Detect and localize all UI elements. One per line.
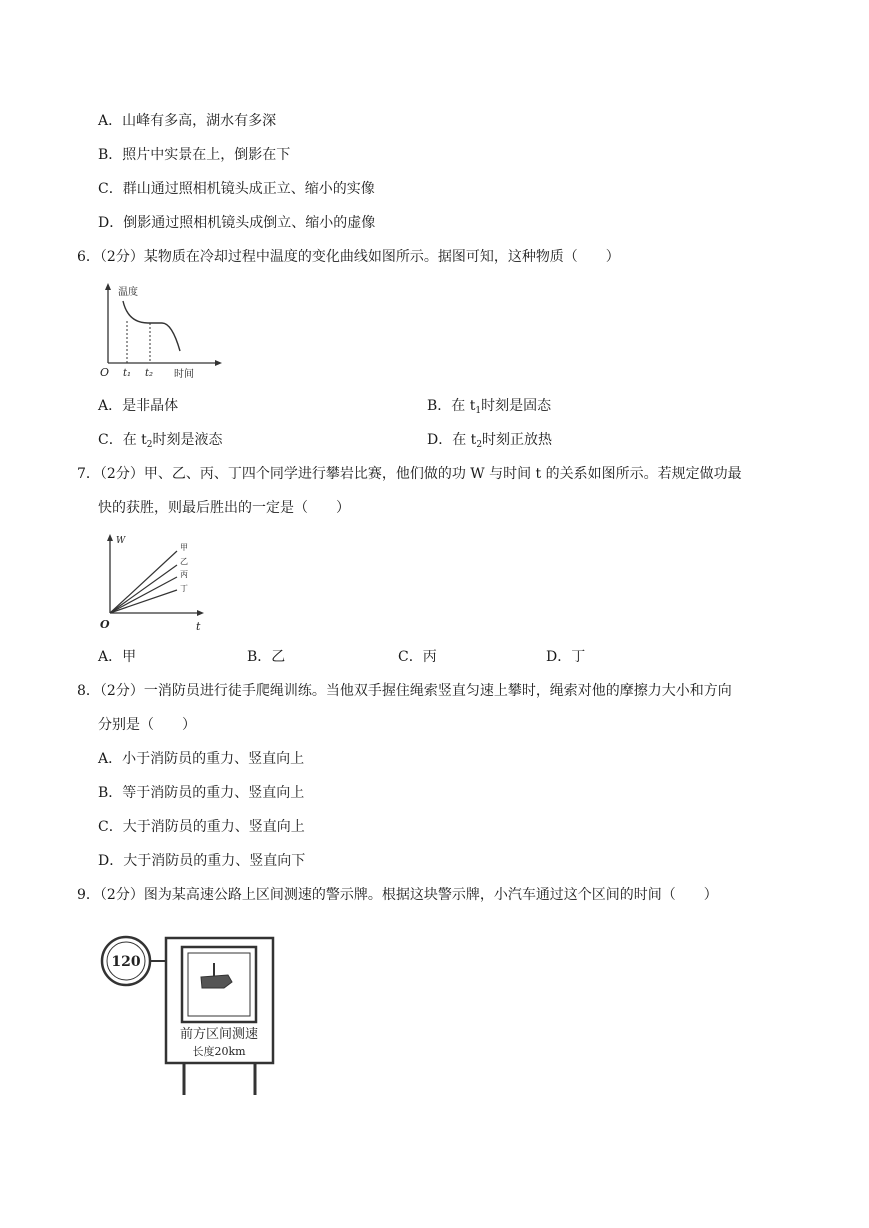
- q8-option-d: D．大于消防员的重力、竖直向下: [98, 853, 306, 869]
- q5-option-d: D．倒影通过照相机镜头成倒立、缩小的虚像: [98, 215, 376, 231]
- q8-option-a: A．小于消防员的重力、竖直向上: [98, 751, 305, 767]
- q6-option-c: C．在 $t_2$时刻是液态: [98, 432, 223, 450]
- q7-option-a: A．甲: [98, 649, 137, 665]
- q6-t1-label: t₁: [123, 368, 132, 379]
- q7-line-yi: [110, 565, 177, 613]
- q7-label-bing: 丙: [180, 570, 188, 579]
- q8-stem-line1: 8．（2分）一消防员进行徒手爬绳训练。当他双手握住绳索竖直匀速上攀时，绳索对他的摩擦力大小和方向: [77, 683, 732, 699]
- q7-origin: O: [100, 618, 110, 631]
- q6-option-d: D．在 $t_2$时刻正放热: [427, 432, 553, 450]
- q7-x-label: t: [196, 620, 201, 633]
- q7-label-yi: 乙: [180, 557, 188, 566]
- q9-warning-sign: [98, 935, 283, 1095]
- q7-option-c: C．丙: [398, 649, 437, 665]
- q7-stem-line2: 快的获胜，则最后胜出的一定是（ ）: [98, 500, 350, 516]
- q8-stem-line2: 分别是（ ）: [98, 717, 196, 733]
- q7-y-label: W: [116, 536, 126, 546]
- q6-option-b: B．在 $t_1$时刻是固态: [427, 398, 552, 416]
- q9-stem: 9．（2分）图为某高速公路上区间测速的警示牌。根据这块警示牌，小汽车通过这个区间的时间（ ）: [77, 887, 718, 903]
- q7-line-ding: [110, 590, 177, 613]
- speed-limit-value: 120: [111, 954, 141, 970]
- q5-option-b: B．照片中实景在上，倒影在下: [98, 147, 291, 163]
- q6-t2-label: t₂: [145, 368, 154, 379]
- q8-option-c: C．大于消防员的重力、竖直向上: [98, 819, 305, 835]
- q6-y-label: 温度: [118, 287, 138, 298]
- q6-option-a: A．是非晶体: [98, 398, 179, 414]
- q7-label-ding: 丁: [180, 584, 188, 593]
- q8-option-b: B．等于消防员的重力、竖直向上: [98, 785, 305, 801]
- q7-work-time-graph: [100, 533, 220, 633]
- sign-text-line1: 前方区间测速: [179, 1027, 259, 1042]
- q7-label-jia: 甲: [180, 543, 188, 552]
- q7-option-d: D．丁: [546, 649, 586, 665]
- q5-option-a: A．山峰有多高，湖水有多深: [98, 113, 277, 129]
- q6-stem: 6．（2分）某物质在冷却过程中温度的变化曲线如图所示。据图可知，这种物质（ ）: [77, 249, 620, 265]
- sign-text-line2: 长度20km: [192, 1045, 246, 1058]
- q7-option-b: B．乙: [247, 649, 286, 665]
- q6-origin: O: [100, 366, 110, 379]
- q6-cooling-graph: [98, 283, 228, 383]
- q7-stem-line1: 7．（2分）甲、乙、丙、丁四个同学进行攀岩比赛，他们做的功 W 与时间 t 的关系如图所示。若规定做功最: [77, 466, 742, 482]
- q6-x-label: 时间: [174, 369, 194, 380]
- q5-option-c: C．群山通过照相机镜头成正立、缩小的实像: [98, 181, 375, 197]
